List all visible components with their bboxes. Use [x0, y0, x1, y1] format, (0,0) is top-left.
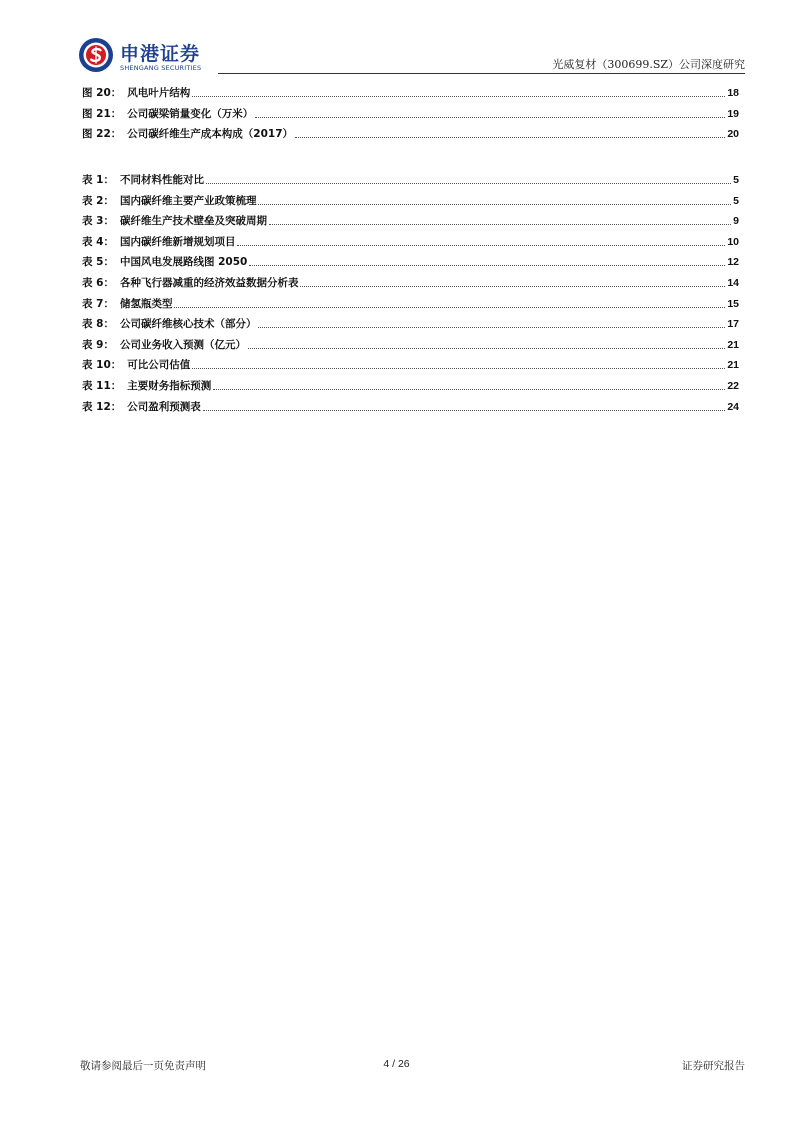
toc-entry-title: 风电叶片结构	[127, 87, 191, 99]
logo-mark-icon	[78, 37, 114, 73]
header-divider	[218, 73, 745, 74]
toc-entry-title: 中国风电发展路线图 2050	[119, 256, 248, 269]
dot-leader	[192, 367, 725, 369]
disclaimer-note: 敬请参阅最后一页免责声明	[80, 1060, 206, 1072]
toc-entry-page: 5	[733, 174, 739, 186]
toc-entry-page: 15	[727, 297, 739, 310]
dot-leader	[258, 326, 725, 328]
table-entry[interactable]	[82, 276, 739, 290]
toc-entry-page: 24	[727, 400, 739, 413]
toc-entry-label: 表 10：	[82, 359, 122, 372]
toc-entry-label: 表 3：	[82, 215, 114, 228]
dot-leader	[295, 136, 725, 138]
toc-entry-title: 不同材料性能对比	[119, 174, 204, 186]
table-entry[interactable]	[82, 358, 739, 372]
dot-leader	[174, 306, 725, 308]
toc-entry-page: 19	[727, 107, 739, 120]
toc-entry-title: 碳纤维生产技术壁垒及突破周期	[119, 215, 267, 228]
toc-entry-page: 14	[727, 277, 739, 289]
page-header	[0, 0, 793, 80]
toc-entry-label: 表 4：	[82, 235, 114, 248]
toc-entry-label: 图 20：	[82, 87, 122, 99]
toc-entry-label: 表 8：	[82, 318, 114, 331]
toc-entry-label: 表 12：	[82, 400, 122, 413]
toc-entry-label: 表 6：	[82, 277, 114, 289]
toc-entry-title: 可比公司估值	[127, 359, 191, 372]
dot-leader	[203, 409, 726, 411]
dot-leader	[206, 182, 731, 184]
figure-entry[interactable]	[82, 127, 739, 141]
report-type: 证券研究报告	[682, 1060, 745, 1072]
table-entry[interactable]	[82, 297, 739, 311]
table-entry[interactable]	[82, 338, 739, 352]
toc-entry-page: 21	[727, 338, 739, 351]
table-entry[interactable]	[82, 194, 739, 208]
figure-entry[interactable]	[82, 107, 739, 121]
page-footer	[0, 1058, 793, 1078]
dot-leader	[213, 388, 725, 390]
toc-entry-label: 图 22：	[82, 128, 122, 141]
toc-entry-page: 9	[733, 215, 739, 228]
toc-entry-page: 21	[727, 359, 739, 372]
toc-entry-page: 12	[727, 256, 739, 269]
toc-entry-label: 图 21：	[82, 107, 122, 120]
toc-entry-title: 储氢瓶类型	[119, 297, 173, 310]
logo-text-cn: 申港证券	[120, 43, 201, 65]
report-title: 光威复材（300699.SZ）公司深度研究	[552, 58, 745, 71]
toc-entry-title: 公司碳纤维生产成本构成（2017）	[127, 128, 294, 141]
figure-entry[interactable]	[82, 86, 739, 100]
table-entry[interactable]	[82, 214, 739, 228]
table-entry[interactable]	[82, 317, 739, 331]
toc-entry-label: 表 2：	[82, 194, 114, 207]
toc-entry-page: 20	[727, 128, 739, 141]
dot-leader	[269, 223, 731, 225]
toc-entry-label: 表 1：	[82, 174, 114, 186]
toc-entry-page: 5	[733, 194, 739, 207]
table-entry[interactable]	[82, 255, 739, 269]
dot-leader	[249, 264, 725, 266]
toc-entry-title: 各种飞行器减重的经济效益数据分析表	[119, 277, 299, 289]
toc-entry-label: 表 9：	[82, 338, 114, 351]
toc-entry-title: 公司业务收入预测（亿元）	[119, 338, 246, 351]
table-entry[interactable]	[82, 173, 739, 187]
toc-entry-title: 国内碳纤维主要产业政策梳理	[119, 194, 257, 207]
table-entry[interactable]	[82, 235, 739, 249]
table-entry[interactable]	[82, 379, 739, 393]
toc-entry-page: 22	[727, 380, 739, 392]
dot-leader	[248, 347, 725, 349]
dot-leader	[300, 285, 725, 287]
toc-entry-page: 18	[727, 87, 739, 99]
dot-leader	[258, 203, 731, 205]
toc-entry-page: 17	[727, 318, 739, 331]
toc-entry-label: 表 5：	[82, 256, 114, 269]
page-number: 4 / 26	[383, 1058, 410, 1070]
dot-leader	[255, 116, 725, 118]
logo-text-en: SHENGANG SECURITIES	[120, 64, 202, 72]
toc-entry-title: 公司碳梁销量变化（万米）	[127, 107, 254, 120]
toc-entry-label: 表 7：	[82, 297, 114, 310]
toc-entry-title: 国内碳纤维新增规划项目	[119, 235, 236, 248]
table-entry[interactable]	[82, 400, 739, 414]
dot-leader	[192, 95, 725, 97]
dot-leader	[237, 244, 725, 246]
toc-entry-title: 公司碳纤维核心技术（部分）	[119, 318, 257, 331]
toc-entry-title: 公司盈利预测表	[127, 400, 201, 413]
toc-entry-page: 10	[727, 235, 739, 248]
toc-entry-title: 主要财务指标预测	[127, 380, 212, 392]
company-logo	[78, 37, 218, 77]
toc-entry-label: 表 11：	[82, 380, 122, 392]
